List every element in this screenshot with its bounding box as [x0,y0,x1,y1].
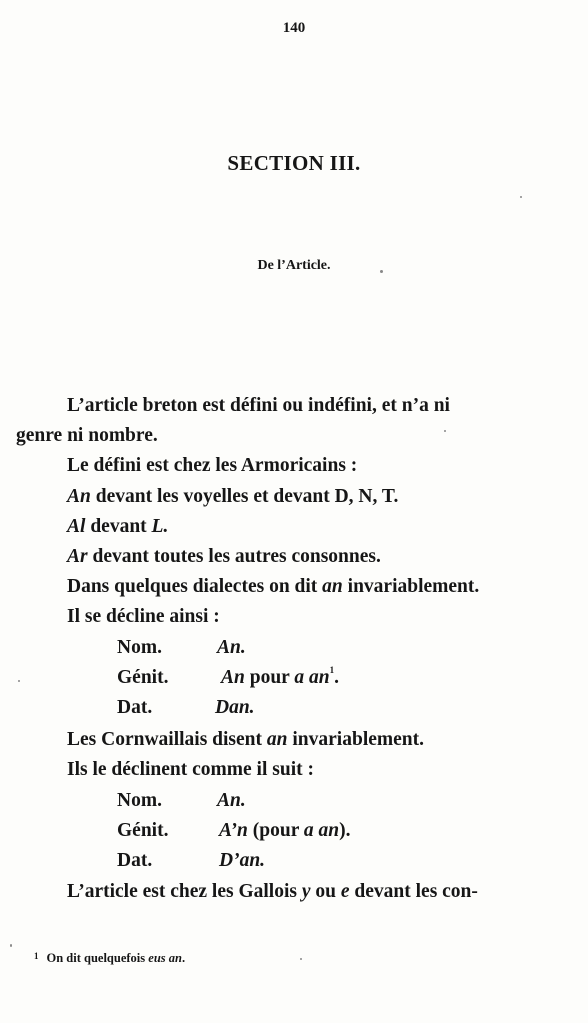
declension-row: Nom. An. [117,637,246,658]
case-label: Dat. [117,697,153,718]
body-line-1: L’article breton est défini ou indéfini, et n’a ni [67,395,450,416]
footnote-ref: 1 [329,665,335,675]
paper-speck [380,270,383,273]
paper-speck [300,958,302,960]
page-number: 140 [282,20,306,36]
footnote: $^1$ On dit quelquefois eus an. [34,951,186,965]
declension-row: Nom. An. [117,790,246,811]
paper-speck [444,430,446,432]
case-label: Nom. [117,790,162,811]
paper-speck [520,196,522,198]
declension-row: Dat. Dan. [117,697,255,718]
case-label: Génit. [117,667,169,688]
case-label: Génit. [117,820,169,841]
footnote-mark: 1 [34,951,39,961]
body-line-10: Ils le déclinent comme il suit : [67,759,314,780]
body-line-3: Le défini est chez les Armoricains : [67,455,358,476]
body-line-9: Les Cornwaillais disent an invariablement. [67,729,425,750]
case-label: Nom. [117,637,162,658]
declension-row: Génit. A’n (pour a an). [117,820,351,841]
section-subtitle: De l’Article. [257,258,331,273]
body-line-6: Ar devant toutes les autres consonnes. [67,546,381,567]
body-line-7: Dans quelques dialectes on dit an invariablement. [67,576,480,597]
declension-row: Dat. D’an. [117,850,266,871]
body-line-4: An devant les voyelles et devant D, N, T. [67,486,399,507]
section-title: SECTION III. [227,151,361,175]
paper-speck [10,944,12,947]
body-line-8: Il se décline ainsi : [67,606,220,627]
declension-row: Génit. An pour a $an^1$. [117,665,339,688]
body-line-2: genre ni nombre. [16,425,158,446]
body-line-11: L’article est chez les Gallois y ou e devant les con- [67,881,478,902]
case-label: Dat. [117,850,153,871]
body-line-5: Al devant L. [67,516,169,537]
paper-speck [18,680,20,682]
